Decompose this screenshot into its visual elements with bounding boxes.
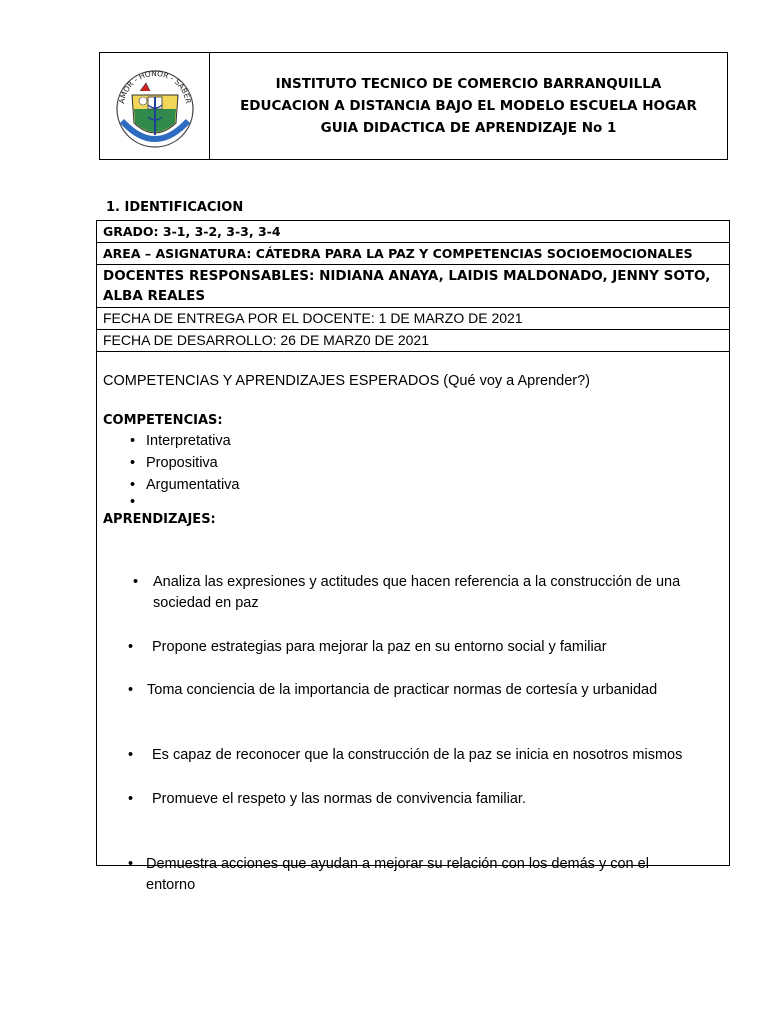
list-item: • Propositiva bbox=[130, 455, 218, 471]
competencias-heading: COMPETENCIAS Y APRENDIZAJES ESPERADOS (Qué voy a Aprender?) bbox=[103, 373, 590, 389]
competencias-label: COMPETENCIAS: bbox=[103, 413, 223, 428]
competencias-section: COMPETENCIAS Y APRENDIZAJES ESPERADOS (Qué voy a Aprender?) COMPETENCIAS: • Interpretativa • Propositiva • Argumentativa • APRENDIZAJES: • Analiza las expresiones y actitudes que hacen referencia a la construcción de una sociedad en paz • Propone estrategias para mejorar la paz en su entorno social y familiar • Toma conciencia de la importancia de practicar normas de cortesía y urbanidad • Es capaz de reconocer que la construcción de la paz se inicia en nosotros mismos • Promueve el respeto y las normas de convivencia familiar. • Demuestra acciones que ayudan a mejorar su relación con los demás y con el entorno bbox=[97, 351, 729, 865]
list-item: • bbox=[130, 494, 136, 510]
aprendizajes-label: APRENDIZAJES: bbox=[103, 512, 216, 527]
logo-motto: AMOR - HONOR - SABER bbox=[116, 68, 193, 105]
guide-title: GUIA DIDACTICA DE APRENDIZAJE No 1 bbox=[320, 120, 617, 136]
row-grado: GRADO: 3-1, 3-2, 3-3, 3-4 bbox=[103, 224, 281, 239]
row-fecha-desarrollo: FECHA DE DESARROLLO: 26 DE MARZ0 DE 2021 bbox=[97, 329, 729, 351]
document-header bbox=[99, 52, 728, 160]
header-title-block bbox=[210, 53, 727, 159]
list-item: • Interpretativa bbox=[130, 433, 231, 449]
list-item: • Argumentativa bbox=[130, 477, 240, 493]
row-fecha-entrega: FECHA DE ENTREGA POR EL DOCENTE: 1 DE MARZO DE 2021 bbox=[97, 307, 729, 329]
identification-table bbox=[96, 220, 730, 893]
row-area: AREA – ASIGNATURA: CÁTEDRA PARA LA PAZ Y COMPETENCIAS SOCIOEMOCIONALES bbox=[97, 242, 729, 264]
school-crest-logo bbox=[110, 61, 200, 151]
competencias-list bbox=[103, 430, 723, 510]
row-docentes: DOCENTES RESPONSABLES: NIDIANA ANAYA, LAIDIS MALDONADO, JENNY SOTO, ALBA REALES bbox=[97, 264, 729, 307]
logo-cell bbox=[100, 53, 210, 159]
section-title: 1. IDENTIFICACION bbox=[106, 200, 244, 215]
program-name: EDUCACION A DISTANCIA BAJO EL MODELO ESCUELA HOGAR bbox=[240, 98, 697, 114]
institution-name: INSTITUTO TECNICO DE COMERCIO BARRANQUILLA bbox=[275, 76, 662, 92]
